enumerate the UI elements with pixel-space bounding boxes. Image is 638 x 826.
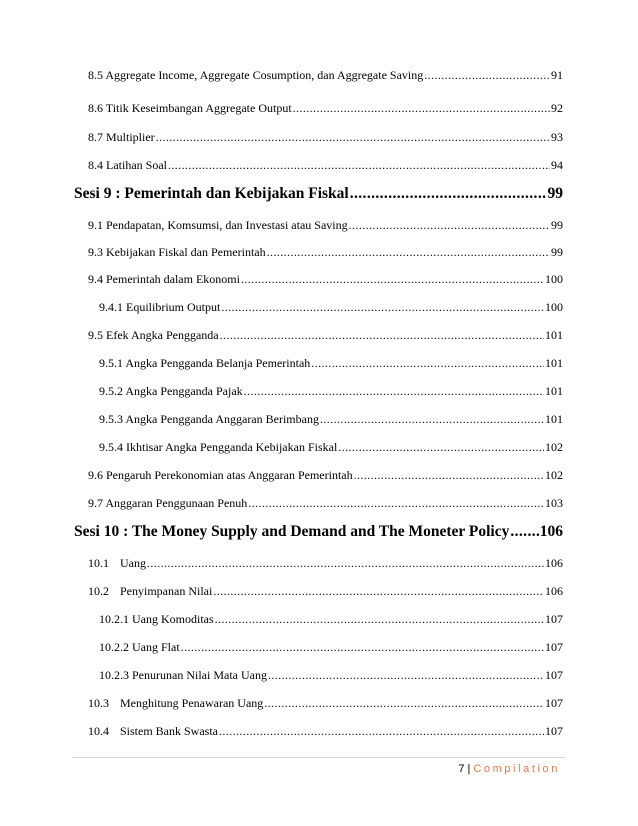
toc-entry[interactable] [88, 130, 563, 145]
toc-leader-dots [320, 412, 544, 427]
toc-entry-title: 8.4 Latihan Soal [88, 158, 167, 172]
toc-entry-number: 10.3 [88, 696, 109, 710]
toc-leader-dots [267, 245, 550, 260]
toc-entry-page: 93 [551, 130, 563, 144]
toc-entry[interactable] [88, 328, 563, 343]
toc-leader-dots [264, 696, 544, 711]
toc-leader-dots [510, 523, 538, 541]
toc-subentry[interactable] [99, 356, 563, 371]
toc-entry[interactable] [88, 724, 563, 739]
toc-entry-title: 9.1 Pendapatan, Komsumsi, dan Investasi atau Saving [88, 218, 348, 232]
toc-heading[interactable] [74, 523, 563, 541]
toc-entry[interactable] [88, 556, 563, 571]
toc-leader-dots [168, 158, 550, 173]
toc-subentry[interactable] [99, 668, 563, 683]
toc-entry-title: 9.5.4 Ikhtisar Angka Pengganda Kebijakan Fiskal [99, 440, 338, 454]
footer-label: Compilation [473, 763, 560, 775]
toc-entry-page: 102 [545, 468, 563, 482]
footer-divider [72, 757, 566, 759]
toc-leader-dots [248, 496, 544, 511]
toc-entry-page: 107 [545, 696, 563, 710]
toc-entry[interactable] [88, 158, 563, 173]
page-footer [458, 763, 560, 775]
toc-entry-title: 9.4 Pemerintah dalam Ekonomi [88, 272, 240, 286]
toc-entry[interactable] [88, 101, 563, 116]
toc-entry-title: Uang [120, 556, 146, 570]
toc-subentry[interactable] [99, 412, 563, 427]
toc-entry-page: 100 [545, 300, 563, 314]
toc-entry[interactable] [88, 584, 563, 599]
toc-entry-title: 8.6 Titik Keseimbangan Aggregate Output [88, 101, 292, 115]
toc-entry-page: 101 [545, 412, 563, 426]
toc-entry-title: Penyimpanan Nilai [120, 584, 213, 598]
toc-leader-dots [241, 272, 544, 287]
toc-entry-page: 103 [545, 496, 563, 510]
toc-leader-dots [213, 584, 544, 599]
toc-entry-title: Sistem Bank Swasta [120, 724, 218, 738]
toc-entry-title: 9.3 Kebijakan Fiskal dan Pemerintah [88, 245, 266, 259]
toc-entry-page: 92 [551, 101, 563, 115]
toc-entry-page: 100 [545, 272, 563, 286]
toc-heading-title: Sesi 10 : The Money Supply and Demand and The Moneter Policy [74, 523, 510, 540]
toc-leader-dots [349, 218, 550, 233]
toc-entry-page: 107 [545, 724, 563, 738]
toc-entry-page: 106 [545, 556, 563, 570]
toc-entry-title: 10.2.3 Penurunan Nilai Mata Uang [99, 668, 267, 682]
toc-entry-page: 94 [551, 158, 563, 172]
toc-leader-dots [181, 640, 544, 655]
toc-leader-dots [338, 440, 544, 455]
toc-entry-page: 106 [545, 584, 563, 598]
toc-leader-dots [221, 300, 544, 315]
toc-entry-page: 102 [545, 440, 563, 454]
toc-entry-title: 9.6 Pengaruh Perekonomian atas Anggaran Pemerintah [88, 468, 353, 482]
toc-entry-page: 101 [545, 356, 563, 370]
toc-entry[interactable] [88, 468, 563, 483]
toc-entry-title: 9.7 Anggaran Penggunaan Penuh [88, 496, 248, 510]
toc-entry-page: 107 [545, 668, 563, 682]
toc-entry-title: 9.5.3 Angka Pengganda Anggaran Berimbang [99, 412, 319, 426]
toc-entry-number: 10.2 [88, 584, 109, 598]
toc-leader-dots [354, 468, 544, 483]
toc-subentry[interactable] [99, 612, 563, 627]
toc-heading-title: Sesi 9 : Pemerintah dan Kebijakan Fiskal [74, 185, 349, 202]
toc-entry-title: 9.4.1 Equilibrium Output [99, 300, 221, 314]
toc-entry[interactable] [88, 272, 563, 287]
toc-subentry[interactable] [99, 440, 563, 455]
toc-entry-title: 10.2.1 Uang Komoditas [99, 612, 214, 626]
toc-entry-page: 99 [551, 245, 563, 259]
toc-entry-page: 91 [551, 68, 563, 82]
toc-entry-page: 99 [551, 218, 563, 232]
toc-leader-dots [268, 668, 544, 683]
toc-leader-dots [350, 185, 547, 203]
toc-entry[interactable] [88, 496, 563, 511]
toc-entry-title: 8.7 Multiplier [88, 130, 155, 144]
toc-leader-dots [215, 612, 544, 627]
toc-entry-title: 10.2.2 Uang Flat [99, 640, 180, 654]
toc-subentry[interactable] [99, 384, 563, 399]
toc-heading[interactable] [74, 185, 563, 203]
toc-entry-number: 10.1 [88, 556, 109, 570]
toc-leader-dots [293, 101, 550, 116]
toc-leader-dots [424, 68, 550, 83]
toc-subentry[interactable] [99, 640, 563, 655]
toc-entry[interactable] [88, 696, 563, 711]
toc-leader-dots [244, 384, 544, 399]
toc-leader-dots [220, 328, 544, 343]
toc-leader-dots [156, 130, 550, 145]
toc-entry[interactable] [88, 245, 563, 260]
footer-page-number: 7 [458, 763, 465, 775]
toc-entry-title: Menghitung Penawaran Uang [120, 696, 264, 710]
toc-entry-title: 9.5.2 Angka Pengganda Pajak [99, 384, 243, 398]
toc-leader-dots [219, 724, 544, 739]
toc-entry-page: 101 [545, 328, 563, 342]
toc-entry-title: 9.5.1 Angka Pengganda Belanja Pemerintah [99, 356, 311, 370]
toc-entry-page: 107 [545, 612, 563, 626]
footer-separator: | [467, 763, 471, 775]
toc-heading-page: 99 [547, 185, 563, 202]
toc-leader-dots [311, 356, 544, 371]
toc-entry[interactable] [88, 68, 563, 83]
toc-entry-title: 9.5 Efek Angka Pengganda [88, 328, 219, 342]
toc-entry[interactable] [88, 218, 563, 233]
toc-entry-page: 101 [545, 384, 563, 398]
toc-entry-number: 10.4 [88, 724, 109, 738]
toc-leader-dots [147, 556, 544, 571]
toc-entry-title: 8.5 Aggregate Income, Aggregate Cosumption, dan Aggregate Saving [88, 68, 424, 82]
toc-subentry[interactable] [99, 300, 563, 315]
toc-heading-page: 106 [539, 523, 563, 540]
toc-entry-page: 107 [545, 640, 563, 654]
